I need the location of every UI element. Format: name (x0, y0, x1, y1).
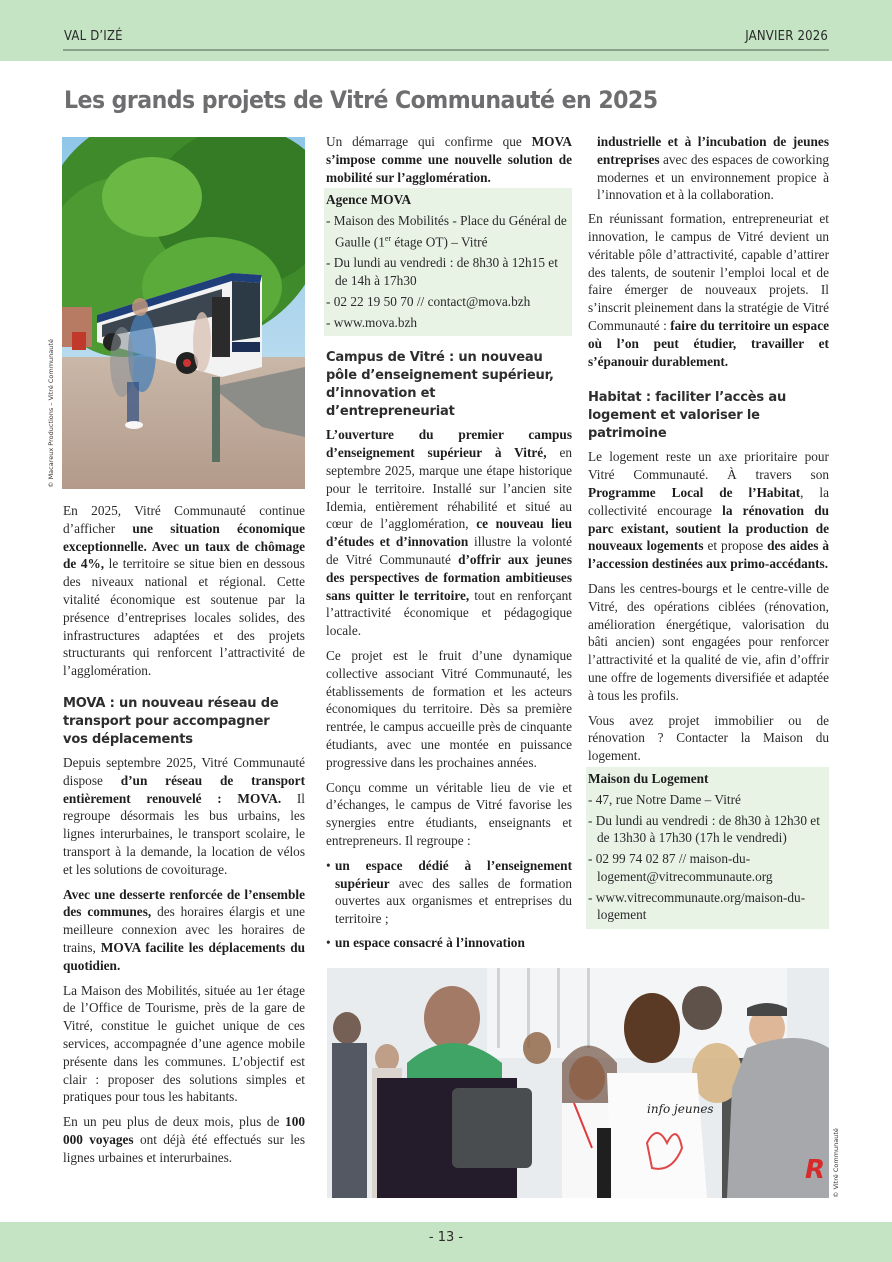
infobox-title: Maison du Logement (588, 770, 709, 786)
campus-paragraph-4 (588, 210, 829, 370)
section-heading-mova: MOVA : un nouveau réseau de transport pour accompagner vos déplacements (63, 694, 279, 747)
bullet-item (326, 934, 572, 952)
shirt-text: info jeunes (647, 1102, 714, 1116)
column-1 (63, 502, 305, 1174)
office-contact[interactable]: - 02 99 74 02 87 // maison-du-logement@vitrecommunaute.org (588, 851, 773, 884)
campus-paragraph-2: Ce projet est le fruit d’une dynamique collective associant Vitré Communauté, les établissements de formation et les acteurs économiques du territoire. Dès sa première rentrée, le campus accueille près de cinquante étudiants, avec une montée en puissance progressive dans les prochaines années. (326, 647, 572, 770)
superscript: er (384, 233, 392, 243)
text: Un démarrage qui confirme que (326, 134, 532, 149)
agency-website[interactable]: - www.mova.bzh (326, 314, 418, 330)
habitat-paragraph-1 (588, 448, 829, 573)
campus-paragraph-1 (326, 426, 572, 640)
text: , la collectivité encourage (588, 484, 829, 518)
text: des horaires élargis et une meilleure connexion avec les horaires de trains, (63, 904, 305, 955)
text: étage OT) – Vitré (391, 234, 488, 250)
infobox-title: Agence MOVA (326, 192, 412, 208)
office-hours: - Du lundi au vendredi : de 8h30 à 12h30 et de 13h30 à 17h30 (17h le vendredi) (588, 812, 820, 846)
section-heading-campus: Campus de Vitré : un nouveau pôle d’enseignement supérieur, d’innovation et d’entrepreneuriat (326, 349, 554, 420)
campus-bullet-continued (588, 133, 829, 204)
text: avec des espaces de coworking modernes et un environnement propice à l’innovation et à la collaboration. (597, 151, 829, 203)
text: En un peu plus de deux mois, plus de (63, 1114, 286, 1130)
text: En 2025, Vitré Communauté continue d’afficher (63, 503, 305, 536)
text: En réunissant formation, entrepreneuriat et innovation, le campus de Vitré devient un véritable pôle d’attractivité, capable d’attirer des talents, de soutenir l’emploi local et de faire émerger de nouveaux projets. Il s’inscrit pleinement dans la stratégie de Vitré Communauté : (588, 211, 829, 333)
text: Le logement reste un axe prioritaire pour Vitré Communauté. À travers son (588, 449, 829, 483)
text: ont déjà été effectués sur les lignes urbaines et interurbaines. (63, 1131, 306, 1165)
campus-photo (327, 968, 829, 1198)
bold-text: un espace dédié à l’enseignement supérieur (335, 857, 572, 891)
header-band (0, 0, 892, 61)
bold-text: la rénovation du parc existant, soutient la production de nouveaux logements (588, 502, 829, 554)
column-3 (588, 133, 829, 939)
section-heading-habitat: Habitat : faciliter l’accès au logement et valoriser le patrimoine (588, 389, 787, 442)
footer-band (0, 1222, 892, 1262)
bold-text: MOVA s’impose comme une nouvelle solution de mobilité sur l’agglomération. (326, 134, 572, 185)
bold-text: MOVA facilite les déplacements du quotidien. (63, 939, 305, 973)
mova-agency-infobox (324, 188, 572, 336)
bold-text: Programme Local de l’Habitat (588, 484, 801, 500)
bold-text: un espace consacré à l’innovation (335, 934, 525, 950)
agency-address (326, 212, 570, 251)
text: illustre la volonté de Vitré Communauté (326, 534, 572, 567)
bold-text: L’ouverture du premier campus d’enseignement supérieur à Vitré, (326, 427, 572, 461)
office-website[interactable]: - www.vitrecommunaute.org/maison-du-logement (588, 889, 806, 923)
text: avec des salles de formation ouvertes aux organismes et entreprises du territoire ; (335, 875, 572, 927)
bus-photo-illustration (62, 137, 305, 489)
bold-text: 100 000 voyages (63, 1114, 305, 1147)
bold-text: industrielle et à l’incubation de jeunes entreprises (597, 134, 829, 167)
habitat-paragraph-3: Vous avez projet immobilier ou de rénovation ? Contacter la Maison du logement. (588, 712, 829, 764)
header-rule (63, 49, 829, 51)
bullet-item (326, 857, 572, 928)
page-number: - 13 - (428, 1230, 464, 1245)
campus-paragraph-3: Conçu comme un véritable lieu de vie et d’échanges, le campus de Vitré favorise les synergies entre étudiants, enseignants et entrepreneurs. Il regroupe : (326, 779, 572, 848)
text: - Maison des Mobilités - Place du Général de Gaulle (1 (326, 213, 567, 250)
bold-text: une situation économique exceptionnelle. Avec un taux de chômage de 4%, (63, 520, 305, 572)
agency-contact[interactable]: - 02 22 19 50 70 // contact@mova.bzh (326, 293, 531, 309)
text: et propose (703, 538, 768, 554)
bold-text: ce nouveau lieu d’études et d’innovation (326, 516, 572, 550)
bold-text: d’un réseau de transport entièrement renouvelé : MOVA. (63, 772, 305, 806)
agency-hours: - Du lundi au vendredi : de 8h30 à 12h15 et de 14h à 17h30 (326, 255, 558, 288)
intro-paragraph (63, 502, 305, 680)
mova-paragraph-4 (63, 1113, 305, 1166)
text: en septembre 2025, marque une étape historique pour le territoire. Installé sur l’ancien site Idemia, entièrement réhabilité et situé au cœur de l’agglomération, (326, 445, 572, 532)
issue-date: JANVIER 2026 (745, 29, 828, 44)
text: le territoire se situe bien en dessous des niveaux national et régional. Cette vitalité économique est soutenue par la présence d’entreprises locales solides, des infrastructures adaptées et des projets structurants qui renforcent l’attractivité de l’agglomération. (63, 556, 305, 679)
bold-text: d’offrir aux jeunes des perspectives de formation ambitieuses sans quitter le territoire, (326, 551, 572, 603)
text: tout en renforçant l’attractivité économique et pédagogique locale. (326, 587, 572, 639)
publication-name: VAL D’IZÉ (64, 29, 123, 44)
mova-paragraph-5 (326, 133, 572, 186)
mova-paragraph-3: La Maison des Mobilités, située au 1er étage de l’Office de Tourisme, près de la gare de Vitré, constitue le guichet unique de ces services, accompagnée d’une agence mobile présente dans les communes. L’objectif est clair : proposer des solutions simples et pratiques pour tous les habitants. (63, 982, 305, 1105)
bus-photo-credit: © Macareux Productions – Vitré Communauté (47, 339, 55, 488)
office-address: - 47, rue Notre Dame – Vitré (588, 791, 741, 807)
mova-paragraph-1 (63, 754, 305, 879)
text: Depuis septembre 2025, Vitré Communauté dispose (63, 754, 305, 788)
housing-office-infobox (586, 767, 829, 929)
bold-text: faire du territoire un espace où l’on peut étudier, travailler et s’épanouir durablement. (588, 317, 829, 369)
campus-photo-credit: © Vitré Communauté (832, 1128, 840, 1198)
mova-paragraph-2 (63, 886, 305, 975)
page-title: Les grands projets de Vitré Communauté en 2025 (64, 86, 658, 114)
campus-photo-illustration (327, 968, 829, 1198)
column-2 (326, 133, 572, 958)
red-sign-letter: R (805, 1155, 826, 1185)
bus-photo (62, 137, 305, 489)
campus-bullet-list (326, 857, 572, 952)
bullet-item-continued (588, 133, 829, 204)
bold-text: Avec une desserte renforcée de l’ensemble des communes, (63, 886, 305, 920)
text: Il regroupe désormais les bus urbains, les lignes interurbaines, le transport scolaire, le transport à la demande, la location de vélos et les solutions de covoiturage. (63, 790, 305, 877)
habitat-paragraph-2: Dans les centres-bourgs et le centre-ville de Vitré, des opérations ciblées (rénovation, amélioration énergétique, valorisation du bâti ancien) sont engagées pour renforcer l’attractivité et la qualité de vie, afin d’offrir une offre de logements diversifiée et adaptée à tous les profils. (588, 580, 829, 703)
bold-text: des aides à l’accession destinées aux primo-accédants. (588, 538, 830, 572)
